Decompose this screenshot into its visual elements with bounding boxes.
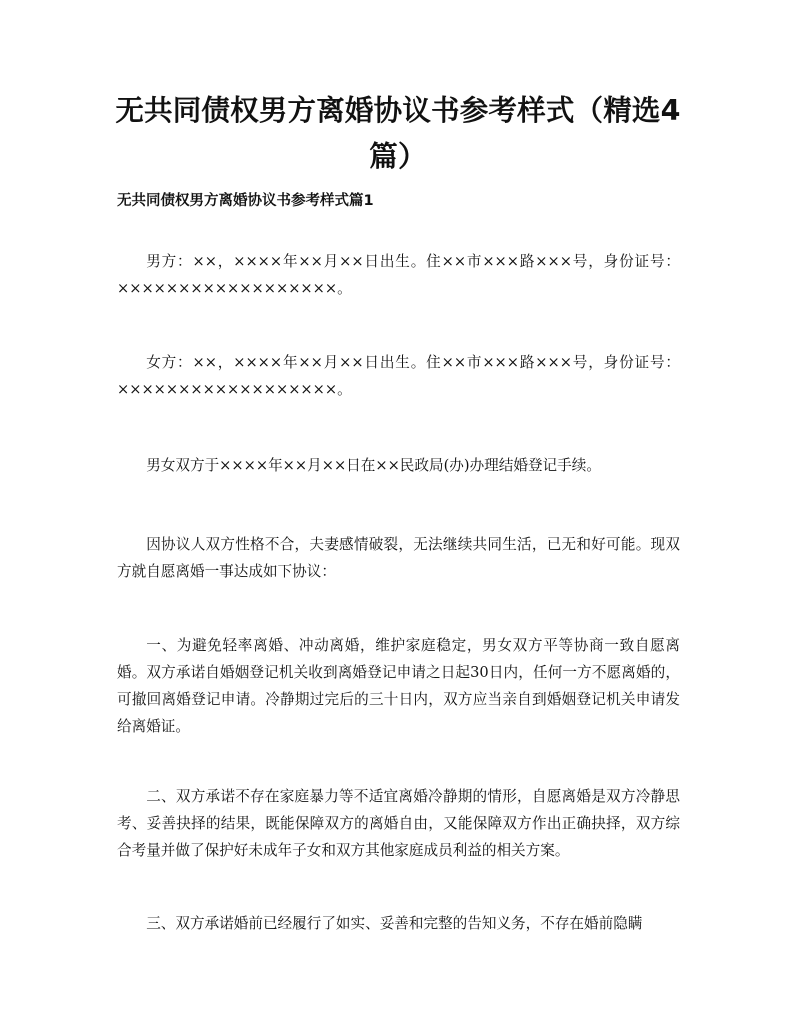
paragraph-clause-2: 二、双方承诺不存在家庭暴力等不适宜离婚冷静期的情形，自愿离婚是双方冷静思考、妥善抉择的结果，既能保障双方的离婚自由，又能保障双方作出正确抉择，双方综合考量并做了保护好未成年子女和双方其他家庭成员利益的相关方案。	[117, 788, 680, 859]
document-title: 无共同债权男方离婚协议书参考样式（精选4篇）	[115, 94, 681, 173]
paragraph-male-party: 男方：××，××××年××月××日出生。住××市×××路×××号，身份证号：××××××××××××××××××。	[117, 253, 680, 297]
paragraph-divorce-reason: 因协议人双方性格不合，夫妻感情破裂，无法继续共同生活，已无和好可能。现双方就自愿离婚一事达成如下协议：	[117, 536, 680, 580]
paragraph-marriage-registration: 男女双方于××××年××月××日在××民政局(办)办理结婚登记手续。	[146, 457, 601, 474]
paragraph-clause-3: 三、双方承诺婚前已经履行了如实、妥善和完整的告知义务，不存在婚前隐瞒	[146, 915, 643, 932]
paragraph-clause-1: 一、为避免轻率离婚、冲动离婚，维护家庭稳定，男女双方平等协商一致自愿离婚。双方承诺自婚姻登记机关收到离婚登记申请之日起30日内，任何一方不愿离婚的，可撤回离婚登记申请。冷静期过完后的三十日内，双方应当亲自到婚姻登记机关申请发给离婚证。	[117, 637, 680, 735]
paragraph-female-party: 女方：××，××××年××月××日出生。住××市×××路×××号，身份证号：××××××××××××××××××。	[117, 354, 680, 398]
section-heading: 无共同债权男方离婚协议书参考样式篇1	[117, 193, 374, 209]
